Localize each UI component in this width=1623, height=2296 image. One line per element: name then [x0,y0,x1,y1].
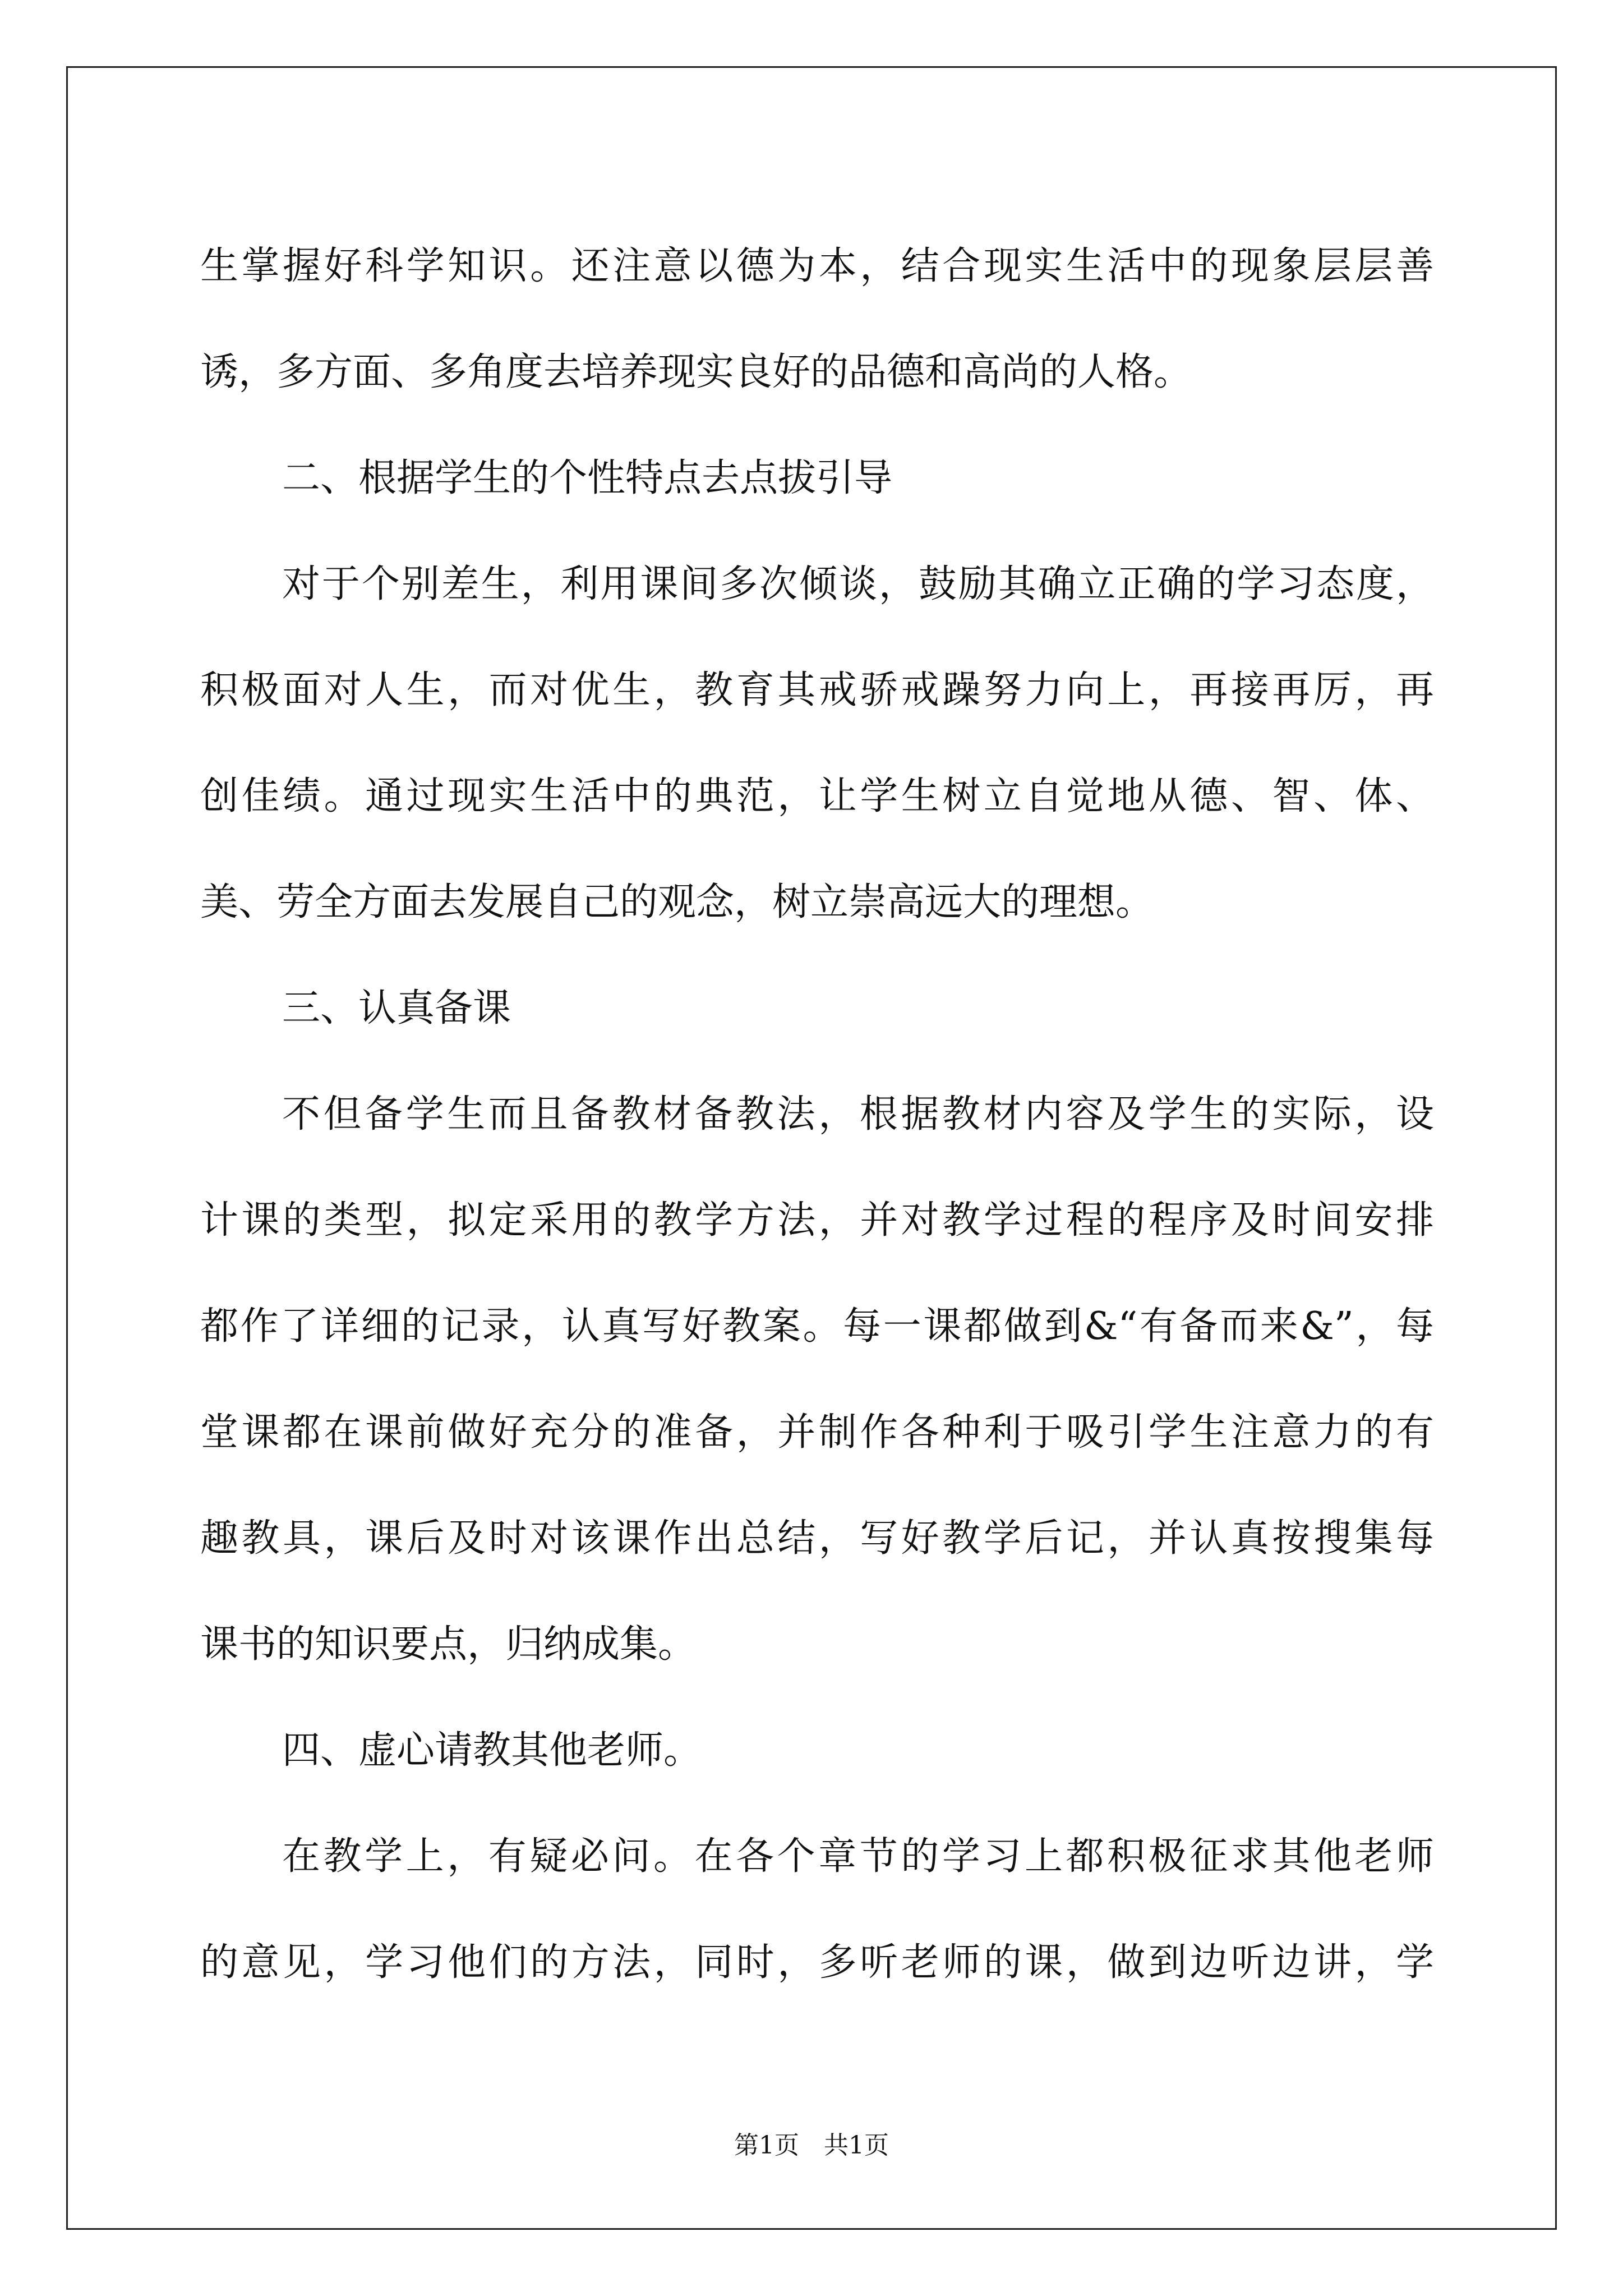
body-line: 美、劳全方面去发展自己的观念，树立崇高远大的理想。 [200,880,1154,924]
body-line: 堂课都在课前做好充分的准备，并制作各种利于吸引学生注意力的有 [200,1410,1434,1455]
body-line: 的意见，学习他们的方法，同时，多听老师的课，做到边听边讲，学 [200,1940,1434,1985]
document-body [200,213,1434,2016]
body-line: 趣教具，课后及时对该课作出总结，写好教学后记，并认真按搜集每 [200,1516,1434,1561]
body-line: 课书的知识要点，归纳成集。 [200,1622,697,1667]
body-line: 都作了详细的记录，认真写好教案。每一课都做到&“有备而来&”，每 [200,1304,1434,1349]
body-line: 计课的类型，拟定采用的教学方法，并对教学过程的程序及时间安排 [200,1198,1434,1243]
page-number-footer: 第1页 共1页 [734,2131,889,2160]
body-line: 创佳绩。通过现实生活中的典范，让学生树立自觉地从德、智、体、 [200,774,1434,818]
body-line: 对于个别差生，利用课间多次倾谈，鼓励其确立正确的学习态度， [282,562,1434,606]
section-heading: 二、根据学生的个性特点去点拔引导 [282,456,893,500]
section-heading: 三、认真备课 [282,986,511,1030]
body-line: 诱，多方面、多角度去培养现实良好的品德和高尚的人格。 [200,350,1192,394]
body-line: 积极面对人生，而对优生，教育其戒骄戒躁努力向上，再接再厉，再 [200,668,1434,712]
body-line: 不但备学生而且备教材备教法，根据教材内容及学生的实际，设 [282,1092,1434,1137]
body-line: 在教学上，有疑必问。在各个章节的学习上都积极征求其他老师 [282,1834,1434,1879]
section-heading: 四、虚心请教其他老师。 [282,1728,702,1773]
body-line: 生掌握好科学知识。还注意以德为本，结合现实生活中的现象层层善 [200,244,1434,288]
